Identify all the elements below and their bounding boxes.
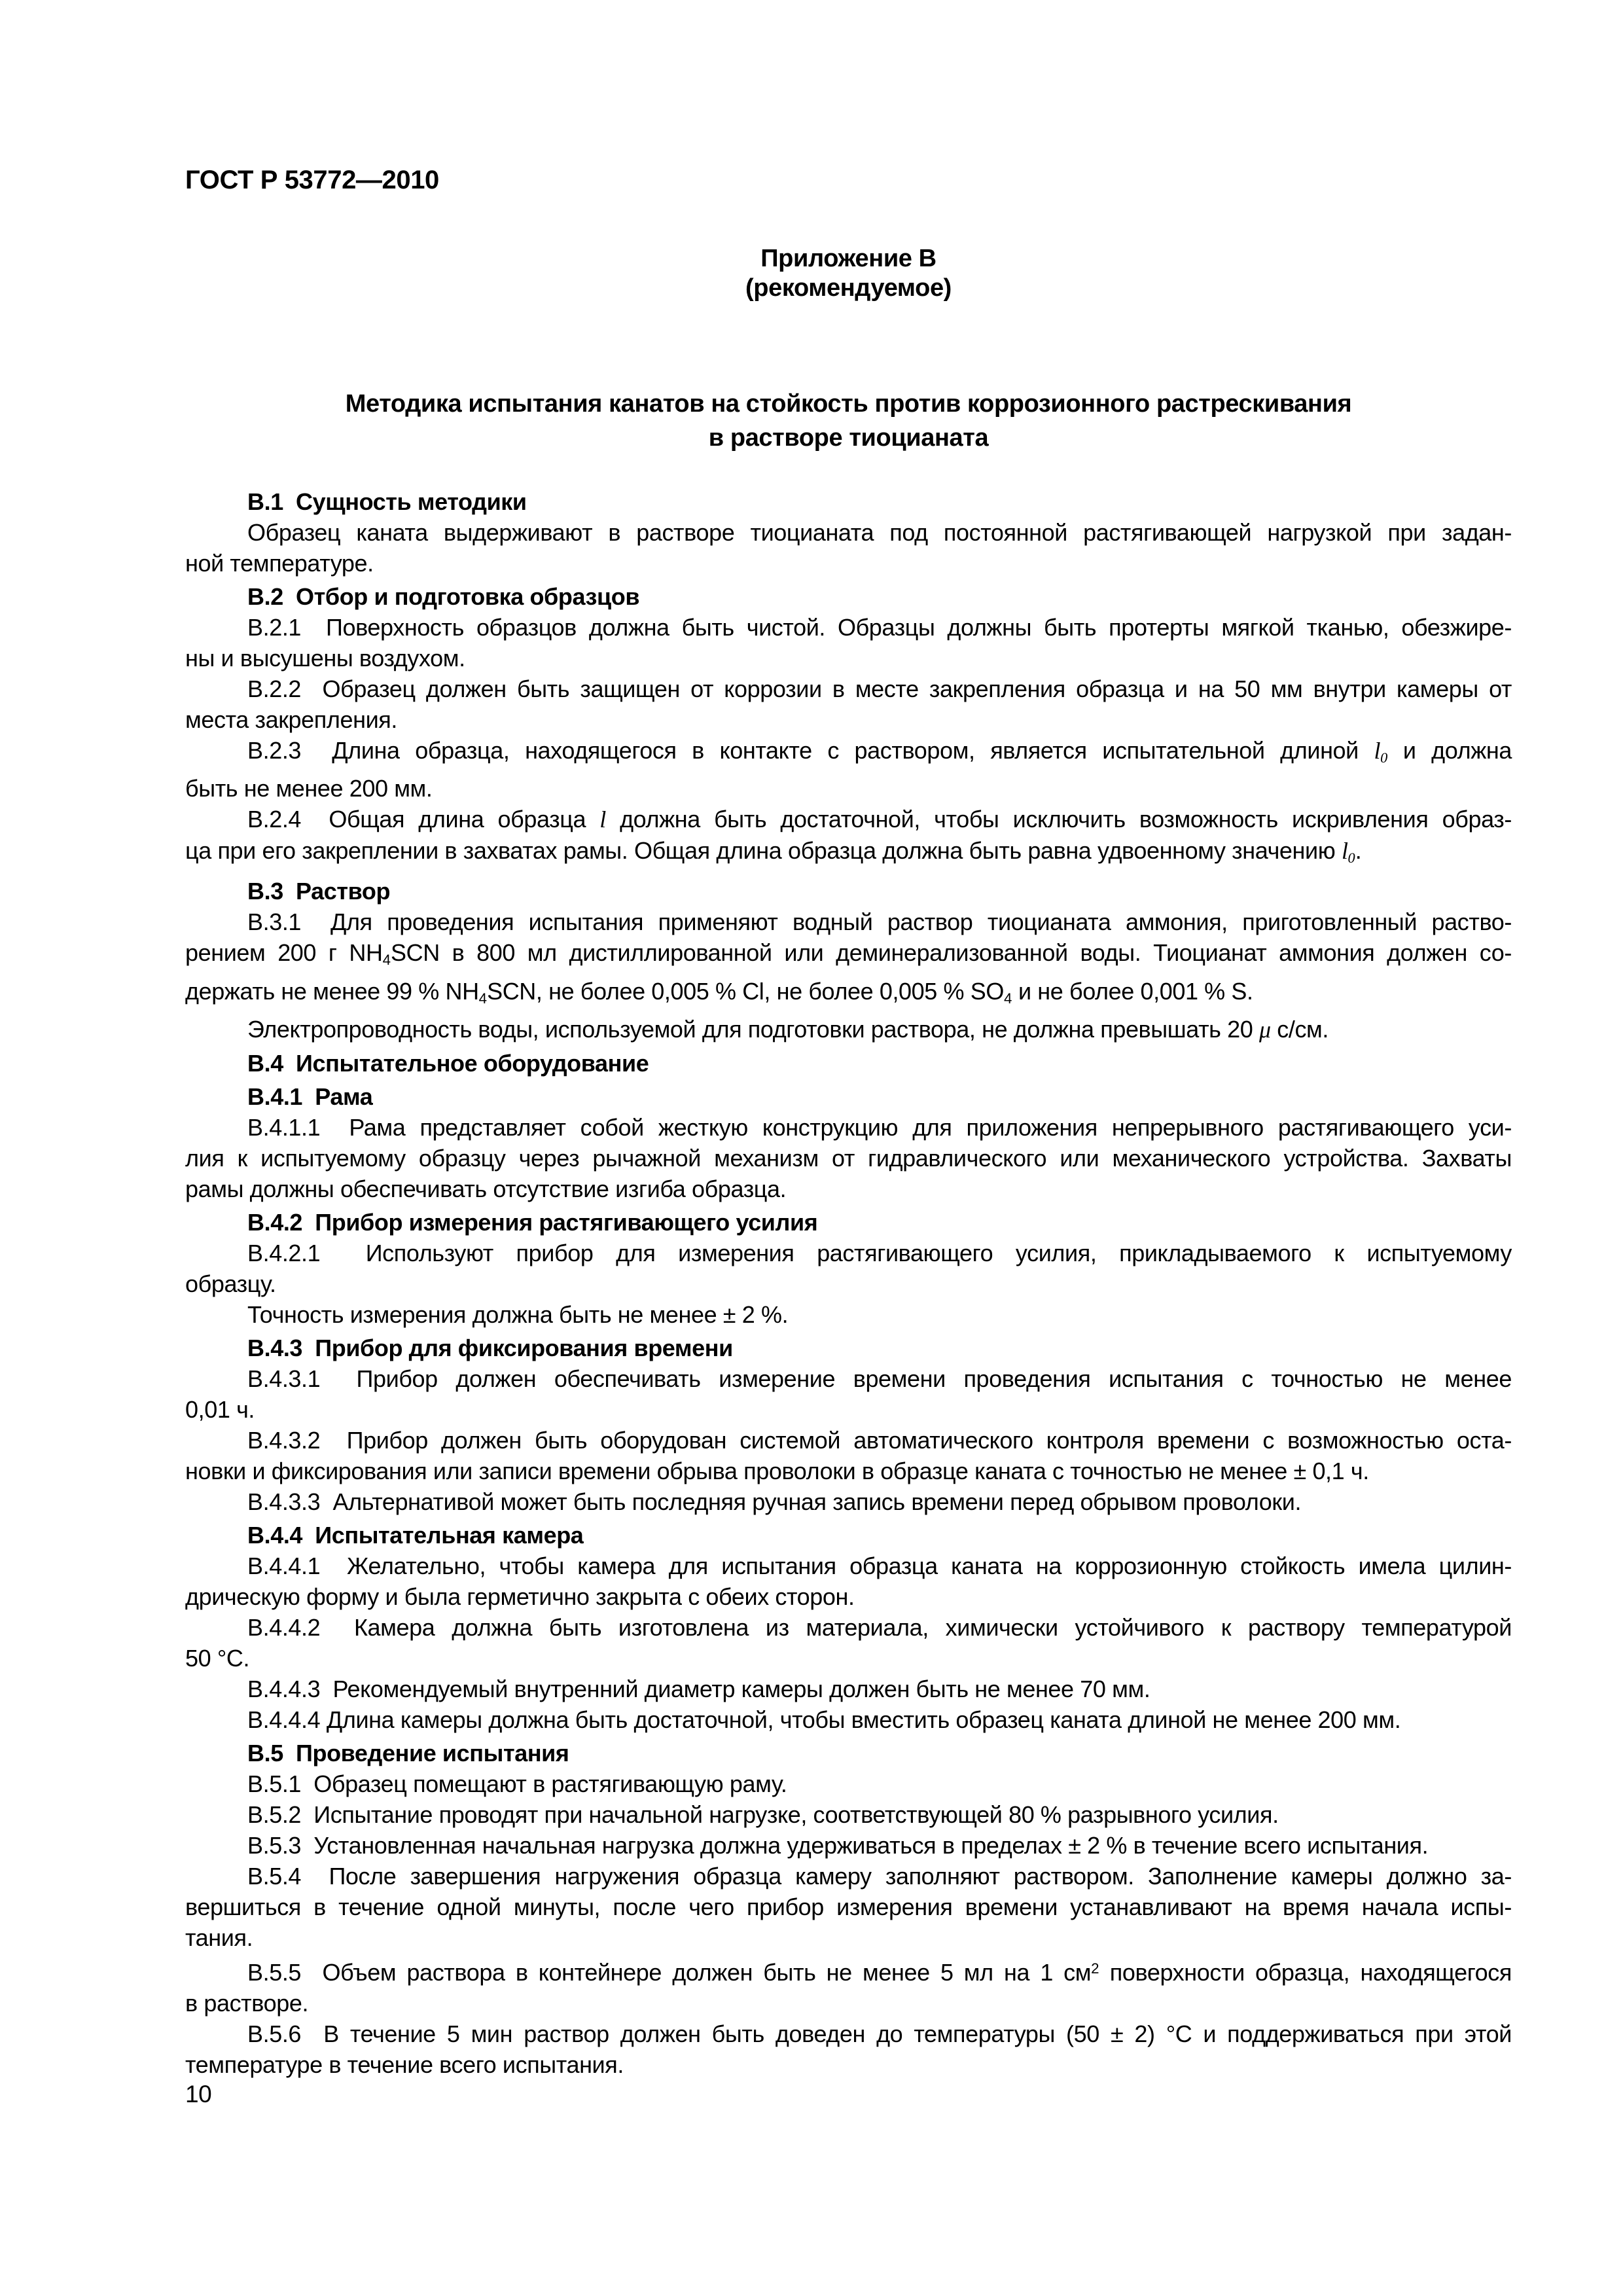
text-line <box>185 517 1512 548</box>
text-segment: В.4.4.4 Длина камеры должна быть достаточной, чтобы вместить образец каната длиной не менее 200 мм. <box>247 1706 1401 1733</box>
text-segment: дрическую форму и была герметично закрыта с обеих сторон. <box>185 1583 855 1610</box>
text-line <box>185 1799 1512 1830</box>
text-segment: В.2.1 Поверхность образцов должна быть чистой. Образцы должны быть протерты мягкой тканью, обезжире- <box>247 614 1512 641</box>
text-segment: быть не менее 200 мм. <box>185 775 433 802</box>
text-segment: μ <box>1258 1016 1271 1043</box>
text-segment: В.4 Испытательное оборудование <box>247 1049 649 1077</box>
paragraph <box>185 1799 1512 1830</box>
text-line <box>185 1299 1512 1330</box>
text-line <box>185 486 1512 517</box>
text-segment: В.1 Сущность методики <box>247 488 527 515</box>
text-segment: В.4.4.1 Желательно, чтобы камера для испытания образца каната на коррозионную стойкость имела цилин- <box>247 1552 1512 1579</box>
text-segment: В.5.5 Объем раствора в контейнере должен быть не менее 5 мл на 1 см <box>247 1959 1092 1986</box>
text-line <box>185 643 1512 673</box>
section-heading <box>185 1081 1512 1112</box>
paragraph <box>185 1953 1512 2018</box>
text-segment: 0 <box>1347 850 1355 867</box>
text-segment: лия к испытуемому образцу через рычажной механизм от гидравлического или механического устройства. Захваты <box>185 1144 1512 1172</box>
text-line <box>185 1861 1512 1892</box>
text-segment: l <box>599 806 606 833</box>
appendix-note: (рекомендуемое) <box>745 274 952 302</box>
text-segment: В.4.1 Рама <box>247 1083 373 1110</box>
text-segment: В.5.2 Испытание проводят при начальной нагрузке, соответствующей 80 % разрывного усилия. <box>247 1801 1279 1828</box>
document-title-line-2: в растворе тиоцианата <box>708 424 989 452</box>
text-line <box>185 1112 1512 1143</box>
paragraph <box>185 1612 1512 1674</box>
text-line <box>185 1081 1512 1112</box>
text-segment: новки и фиксирования или записи времени обрыва проволоки в образце каната с точностью не менее ± 0,1 ч. <box>185 1457 1369 1484</box>
text-segment: В.5.6 В течение 5 мин раствор должен быть доведен до температуры (50 ± 2) °С и поддерживаться при этой <box>247 2020 1512 2048</box>
text-segment: рением 200 г NH <box>185 939 383 967</box>
text-segment: SCN, не более 0,005 % Cl, не более 0,005 % SO <box>487 977 1004 1005</box>
section-heading <box>185 1207 1512 1238</box>
text-segment: В.4.3 Прибор для фиксирования времени <box>247 1334 733 1361</box>
content <box>185 486 1512 2080</box>
text-line <box>185 835 1512 873</box>
text-line <box>185 1830 1512 1861</box>
paragraph <box>185 1112 1512 1204</box>
text-line <box>185 1048 1512 1079</box>
text-segment: ной температуре. <box>185 550 374 577</box>
section-heading <box>185 1520 1512 1551</box>
text-segment: В.4.2 Прибор измерения растягивающего усилия <box>247 1208 818 1236</box>
appendix-label: Приложение В <box>760 245 936 272</box>
text-segment: рамы должны обеспечивать отсутствие изгиба образца. <box>185 1175 787 1202</box>
paragraph <box>185 1425 1512 1486</box>
text-segment: с/см. <box>1270 1015 1329 1043</box>
text-segment: 0,01 ч. <box>185 1395 255 1423</box>
text-line <box>185 773 1512 804</box>
text-line <box>185 1922 1512 1953</box>
paragraph <box>185 1861 1512 1953</box>
text-segment: 4 <box>1003 990 1012 1007</box>
text-line <box>185 876 1512 906</box>
text-line <box>185 1425 1512 1456</box>
text-line <box>185 1363 1512 1394</box>
text-line <box>185 1014 1512 1045</box>
text-segment: 2 <box>1091 1960 1099 1977</box>
text-line <box>185 548 1512 579</box>
paragraph <box>185 517 1512 579</box>
text-segment: температуре в течение всего испытания. <box>185 2051 624 2079</box>
paragraph <box>185 1768 1512 1799</box>
text-segment: . <box>1355 837 1362 865</box>
text-segment: Образец каната выдерживают в растворе тиоцианата под постоянной растягивающей нагрузкой при задан- <box>247 519 1512 546</box>
text-line <box>185 581 1512 612</box>
text-segment: места закрепления. <box>185 706 398 733</box>
text-segment: и не более 0,001 % S. <box>1012 977 1253 1005</box>
paragraph <box>185 1363 1512 1425</box>
text-line <box>185 804 1512 835</box>
paragraph <box>185 1299 1512 1330</box>
text-segment: и должна <box>1387 737 1512 764</box>
text-line <box>185 976 1512 1014</box>
text-segment: ны и высушены воздухом. <box>185 645 465 672</box>
section-heading <box>185 876 1512 906</box>
text-segment: 4 <box>478 990 488 1007</box>
text-line <box>185 1520 1512 1551</box>
text-segment: ца при его закреплении в захватах рамы. Общая длина образца должна быть равна удвоенному значению <box>185 837 1342 865</box>
text-line <box>185 1456 1512 1486</box>
text-line <box>185 1643 1512 1674</box>
running-header-standard-code: ГОСТ Р 53772—2010 <box>185 166 439 194</box>
text-segment: держать не менее 99 % NH <box>185 977 479 1005</box>
text-segment: В.4.3.1 Прибор должен обеспечивать измерение времени проведения испытания с точностью не менее <box>247 1365 1512 1392</box>
paragraph <box>185 1014 1512 1045</box>
text-segment: В.2.2 Образец должен быть защищен от коррозии в месте закрепления образца и на 50 мм внутри камеры от <box>247 675 1512 702</box>
section-heading <box>185 486 1512 517</box>
appendix-block <box>185 244 1512 303</box>
text-segment: образцу. <box>185 1270 276 1297</box>
text-line <box>185 1892 1512 1922</box>
text-line <box>185 1174 1512 1204</box>
section-heading <box>185 1738 1512 1768</box>
text-segment: В.4.4.3 Рекомендуемый внутренний диаметр камеры должен быть не менее 70 мм. <box>247 1675 1150 1702</box>
paragraph <box>185 735 1512 804</box>
paragraph <box>185 612 1512 673</box>
text-line <box>185 1768 1512 1799</box>
text-segment: В.4.4 Испытательная камера <box>247 1521 584 1549</box>
text-segment: В.2 Отбор и подготовка образцов <box>247 583 640 610</box>
text-segment: вершиться в течение одной минуты, после чего прибор измерения времени устанавливают на время начала испы- <box>185 1893 1512 1920</box>
text-segment: тания. <box>185 1924 253 1951</box>
text-line <box>185 2049 1512 2080</box>
section-heading <box>185 581 1512 612</box>
text-segment: l <box>1374 738 1381 764</box>
text-line <box>185 1238 1512 1268</box>
text-segment: В.4.2.1 Используют прибор для измерения растягивающего усилия, прикладываемого к испытуемому <box>247 1239 1512 1266</box>
text-segment: В.5.1 Образец помещают в растягивающую раму. <box>247 1770 787 1797</box>
paragraph <box>185 2018 1512 2080</box>
text-segment: 4 <box>382 952 391 969</box>
text-segment: Электропроводность воды, используемой для подготовки раствора, не должна превышать 20 <box>247 1015 1259 1043</box>
text-line <box>185 735 1512 773</box>
text-segment: В.4.3.3 Альтернативой может быть последняя ручная запись времени перед обрывом проволоки. <box>247 1488 1302 1515</box>
text-segment: В.4.3.2 Прибор должен быть оборудован системой автоматического контроля времени с возможностью оста- <box>247 1426 1512 1454</box>
text-line <box>185 1486 1512 1517</box>
text-line <box>185 673 1512 704</box>
page-number: 10 <box>185 2081 212 2108</box>
text-segment: В.4.4.2 Камера должна быть изготовлена из материала, химически устойчивого к раствору температурой <box>247 1613 1512 1641</box>
text-line <box>185 1988 1512 2018</box>
paragraph <box>185 673 1512 735</box>
text-segment: 0 <box>1380 749 1388 766</box>
text-segment: В.5.3 Установленная начальная нагрузка должна удерживаться в пределах ± 2 % в течение всего испытания. <box>247 1831 1429 1859</box>
section-heading <box>185 1333 1512 1363</box>
text-line <box>185 1268 1512 1299</box>
paragraph <box>185 1551 1512 1612</box>
text-segment: В.5.4 После завершения нагружения образца камеру заполняют раствором. Заполнение камеры должно за- <box>247 1862 1512 1890</box>
text-line <box>185 906 1512 937</box>
text-segment: В.3 Раствор <box>247 878 391 905</box>
text-segment: В.3.1 Для проведения испытания применяют водный раствор тиоцианата аммония, приготовленный раство- <box>247 908 1512 936</box>
text-line <box>185 1674 1512 1704</box>
text-line <box>185 1143 1512 1174</box>
text-line <box>185 1581 1512 1612</box>
text-line <box>185 2018 1512 2049</box>
text-line <box>185 1704 1512 1735</box>
text-segment: SCN в 800 мл дистиллированной или деминерализованной воды. Тиоцианат аммония должен со- <box>390 939 1512 967</box>
text-segment: должна быть достаточной, чтобы исключить возможность искривления образ- <box>605 806 1512 833</box>
text-line <box>185 704 1512 735</box>
document-title-line-1: Методика испытания канатов на стойкость против коррозионного растрескивания <box>345 390 1352 418</box>
text-line <box>185 1738 1512 1768</box>
text-segment: поверхности образца, находящегося <box>1099 1959 1512 1986</box>
text-segment: в растворе. <box>185 1990 309 2017</box>
text-segment: l <box>1341 838 1348 865</box>
paragraph <box>185 906 1512 1013</box>
section-heading <box>185 1048 1512 1079</box>
text-line <box>185 1953 1512 1988</box>
text-segment: В.5 Проведение испытания <box>247 1739 569 1767</box>
text-line <box>185 612 1512 643</box>
text-segment: 50 °С. <box>185 1644 250 1672</box>
paragraph <box>185 1238 1512 1299</box>
text-line <box>185 1551 1512 1581</box>
text-segment: В.2.3 Длина образца, находящегося в контакте с раствором, является испытательной длиной <box>247 737 1374 764</box>
document-title <box>185 387 1512 455</box>
paragraph <box>185 1674 1512 1704</box>
text-line <box>185 937 1512 975</box>
paragraph <box>185 804 1512 873</box>
text-line <box>185 1612 1512 1643</box>
paragraph <box>185 1486 1512 1517</box>
paragraph <box>185 1704 1512 1735</box>
text-segment: В.4.1.1 Рама представляет собой жесткую конструкцию для приложения непрерывного растягивающего уси- <box>247 1113 1512 1141</box>
text-segment: В.2.4 Общая длина образца <box>247 806 600 833</box>
text-line <box>185 1333 1512 1363</box>
text-line <box>185 1394 1512 1425</box>
paragraph <box>185 1830 1512 1861</box>
text-line <box>185 1207 1512 1238</box>
text-segment: Точность измерения должна быть не менее ± 2 %. <box>247 1300 789 1328</box>
